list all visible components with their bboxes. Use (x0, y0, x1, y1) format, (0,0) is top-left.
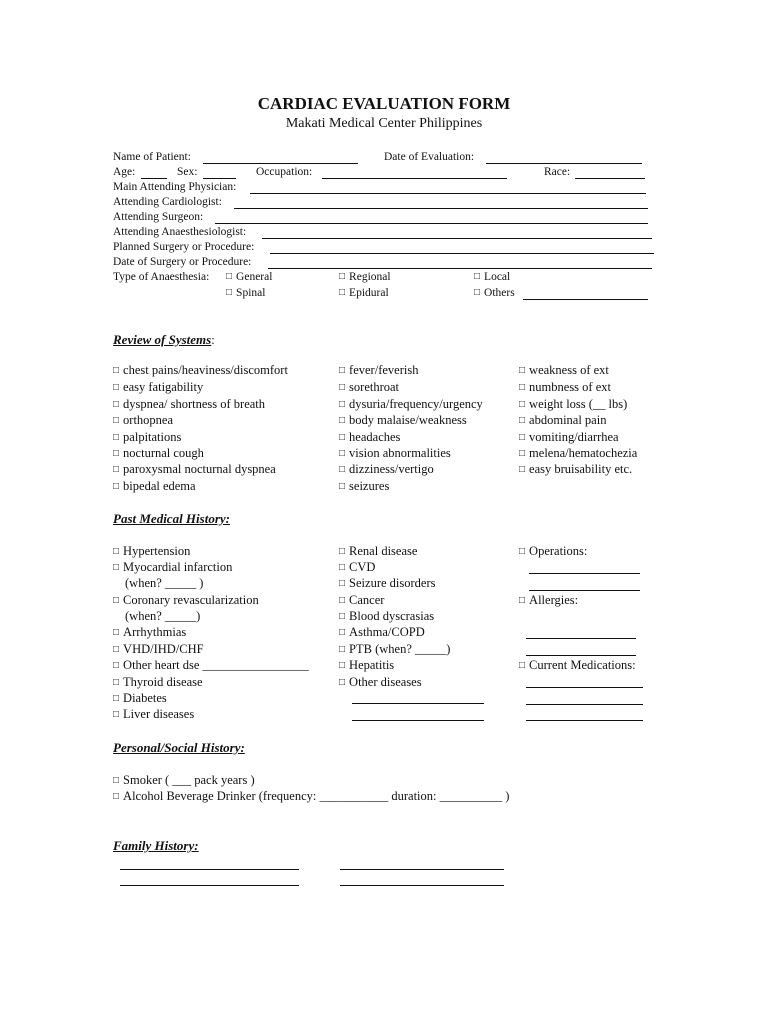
name-of-patient-label: Name of Patient: (113, 151, 191, 163)
pmh-checkbox[interactable]: □ Hepatitis (339, 658, 394, 673)
attending-anaesthesiologist-field[interactable] (262, 238, 652, 239)
pmh-checkbox[interactable]: □ Other heart dse _________________ (113, 658, 309, 673)
main-attending-physician-label: Main Attending Physician: (113, 181, 237, 193)
pmh-checkbox[interactable]: □ Myocardial infarction (113, 560, 232, 575)
pmh-checkbox[interactable]: □ Other diseases (339, 675, 422, 690)
anaesthesia-local-checkbox[interactable]: □ Local (474, 271, 510, 283)
attending-cardiologist-label: Attending Cardiologist: (113, 196, 222, 208)
main-attending-physician-field[interactable] (250, 193, 646, 194)
ros-checkbox[interactable]: □ melena/hematochezia (519, 446, 637, 461)
ros-checkbox[interactable]: □ dyspnea/ shortness of breath (113, 397, 265, 412)
medications-line[interactable] (526, 687, 643, 688)
medications-line[interactable] (526, 704, 643, 705)
family-history-line[interactable] (340, 885, 504, 886)
past-medical-history-heading: Past Medical History: (113, 511, 230, 526)
anaesthesia-type-label: Type of Anaesthesia: (113, 271, 210, 283)
pmh-current-medications-checkbox[interactable]: □ Current Medications: (519, 658, 636, 673)
ros-checkbox[interactable]: □ sorethroat (339, 380, 399, 395)
date-of-evaluation-field[interactable] (486, 163, 642, 164)
ros-checkbox[interactable]: □ paroxysmal nocturnal dyspnea (113, 462, 276, 477)
planned-surgery-field[interactable] (270, 253, 654, 254)
ros-checkbox[interactable]: □ abdominal pain (519, 413, 606, 428)
pmh-checkbox[interactable]: □ VHD/IHD/CHF (113, 642, 204, 657)
family-history-heading: Family History: (113, 838, 199, 853)
occupation-field[interactable] (322, 178, 507, 179)
sex-label: Sex: (177, 166, 198, 178)
ros-checkbox[interactable]: □ body malaise/weakness (339, 413, 467, 428)
allergies-line[interactable] (526, 655, 636, 656)
pmh-checkbox[interactable]: □ PTB (when? _____) (339, 642, 450, 657)
anaesthesia-others-checkbox[interactable]: □ Others (474, 287, 515, 299)
date-of-surgery-label: Date of Surgery or Procedure: (113, 256, 252, 268)
planned-surgery-label: Planned Surgery or Procedure: (113, 241, 255, 253)
allergies-line[interactable] (526, 638, 636, 639)
name-of-patient-field[interactable] (203, 163, 358, 164)
anaesthesia-others-field[interactable] (523, 299, 648, 300)
ros-checkbox[interactable]: □ weight loss (__ lbs) (519, 397, 627, 412)
pmh-checkbox[interactable]: □ Renal disease (339, 544, 417, 559)
occupation-label: Occupation: (256, 166, 313, 178)
personal-social-history-heading: Personal/Social History: (113, 740, 245, 755)
form-title: CARDIAC EVALUATION FORM (257, 94, 511, 113)
pmh-checkbox[interactable]: □ Arrhythmias (113, 625, 186, 640)
anaesthesia-general-checkbox[interactable]: □ General (226, 271, 272, 283)
pmh-checkbox[interactable]: □ Coronary revascularization (113, 593, 259, 608)
ros-checkbox[interactable]: □ headaches (339, 430, 400, 445)
anaesthesia-epidural-checkbox[interactable]: □ Epidural (339, 287, 389, 299)
pmh-allergies-checkbox[interactable]: □ Allergies: (519, 593, 578, 608)
ros-checkbox[interactable]: □ weakness of ext (519, 363, 609, 378)
other-diseases-line[interactable] (352, 720, 484, 721)
pmh-operations-checkbox[interactable]: □ Operations: (519, 544, 587, 559)
review-of-systems-heading-colon: : (211, 333, 215, 347)
pmh-checkbox[interactable]: □ Hypertension (113, 544, 190, 559)
pmh-checkbox[interactable]: □ Asthma/COPD (339, 625, 425, 640)
pmh-checkbox[interactable]: □ Cancer (339, 593, 384, 608)
ros-checkbox[interactable]: □ vision abnormalities (339, 446, 451, 461)
pmh-checkbox[interactable]: □ CVD (339, 560, 375, 575)
pmh-checkbox[interactable]: □ Diabetes (113, 691, 167, 706)
family-history-line[interactable] (120, 885, 299, 886)
review-of-systems-heading-text: Review of Systems (113, 332, 212, 347)
pmh-checkbox[interactable]: □ Blood dyscrasias (339, 609, 434, 624)
ros-checkbox[interactable]: □ dizziness/vertigo (339, 462, 434, 477)
review-of-systems-heading (113, 331, 215, 349)
date-of-surgery-field[interactable] (268, 268, 652, 269)
attending-surgeon-label: Attending Surgeon: (113, 211, 204, 223)
ros-checkbox[interactable]: □ orthopnea (113, 413, 173, 428)
sex-field[interactable] (203, 178, 236, 179)
pmh-mi-when[interactable]: (when? _____ ) (125, 576, 204, 590)
ros-checkbox[interactable]: □ easy bruisability etc. (519, 462, 632, 477)
operations-line[interactable] (529, 573, 640, 574)
pmh-checkbox[interactable]: □ Liver diseases (113, 707, 194, 722)
ros-checkbox[interactable]: □ nocturnal cough (113, 446, 204, 461)
operations-line[interactable] (529, 590, 640, 591)
family-history-line[interactable] (340, 869, 504, 870)
family-history-line[interactable] (120, 869, 299, 870)
attending-surgeon-field[interactable] (215, 223, 648, 224)
smoker-checkbox[interactable]: □ Smoker ( ___ pack years ) (113, 773, 255, 788)
ros-checkbox[interactable]: □ easy fatigability (113, 380, 203, 395)
ros-checkbox[interactable]: □ fever/feverish (339, 363, 418, 378)
medications-line[interactable] (526, 720, 643, 721)
race-field[interactable] (575, 178, 645, 179)
pmh-checkbox[interactable]: □ Thyroid disease (113, 675, 203, 690)
race-label: Race: (544, 166, 571, 178)
anaesthesia-spinal-checkbox[interactable]: □ Spinal (226, 287, 265, 299)
other-diseases-line[interactable] (352, 703, 484, 704)
age-label: Age: (113, 166, 136, 178)
date-of-evaluation-label: Date of Evaluation: (384, 151, 475, 163)
ros-checkbox[interactable]: □ palpitations (113, 430, 181, 445)
attending-cardiologist-field[interactable] (234, 208, 648, 209)
ros-checkbox[interactable]: □ chest pains/heaviness/discomfort (113, 363, 288, 378)
alcohol-drinker-checkbox[interactable]: □ Alcohol Beverage Drinker (frequency: ___________ duration: __________ ) (113, 789, 509, 804)
anaesthesia-regional-checkbox[interactable]: □ Regional (339, 271, 391, 283)
ros-checkbox[interactable]: □ numbness of ext (519, 380, 611, 395)
pmh-checkbox[interactable]: □ Seizure disorders (339, 576, 435, 591)
ros-checkbox[interactable]: □ dysuria/frequency/urgency (339, 397, 483, 412)
age-field[interactable] (141, 178, 167, 179)
ros-checkbox[interactable]: □ bipedal edema (113, 479, 196, 494)
ros-checkbox[interactable]: □ vomiting/diarrhea (519, 430, 619, 445)
pmh-revasc-when[interactable]: (when? _____) (125, 609, 201, 623)
ros-checkbox[interactable]: □ seizures (339, 479, 389, 494)
attending-anaesthesiologist-label: Attending Anaesthesiologist: (113, 226, 247, 238)
form-subtitle: Makati Medical Center Philippines (285, 116, 483, 131)
